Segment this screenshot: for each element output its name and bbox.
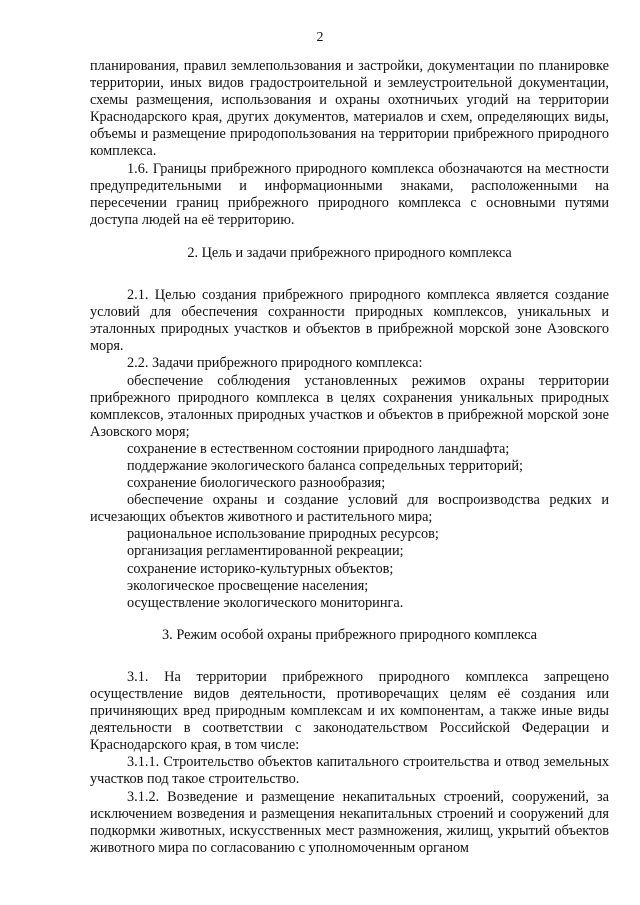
document-body (90, 58, 609, 857)
page-number: 2 (316, 30, 324, 45)
list-item: экологическое просвещение населения; (127, 577, 369, 594)
list-item: сохранение в естественном состоянии природного ландшафта; (127, 440, 510, 457)
paragraph: 3.1.2. Возведение и размещение некапитальных строений, сооружений, за исключением возведения и размещения некапитальных строений и сооружений для подкормки животных, искусственных мест размножения, жилищ, укрытий объектов животного мира по согласованию с уполномоченным органом (90, 788, 609, 856)
paragraph: 2.2. Задачи прибрежного природного комплекса: (127, 355, 423, 372)
list-item: организация регламентированной рекреации; (127, 543, 404, 560)
list-item: поддержание экологического баланса сопредельных территорий; (127, 457, 524, 474)
list-item: рациональное использование природных ресурсов; (127, 526, 439, 543)
paragraph: 3.1.1. Строительство объектов капитального строительства и отвод земельных участков под такое строительство. (90, 754, 609, 788)
list-item: осуществление экологического мониторинга. (127, 594, 404, 611)
list-item: обеспечение охраны и создание условий для воспроизводства редких и исчезающих объектов животного и растительного мира; (90, 492, 609, 526)
section-heading: 3. Режим особой охраны прибрежного природного комплекса (162, 626, 537, 643)
section-heading: 2. Цель и задачи прибрежного природного комплекса (187, 244, 512, 261)
list-item: сохранение биологического разнообразия; (127, 475, 386, 492)
paragraph: 1.6. Границы прибрежного природного комплекса обозначаются на местности предупредительными и информационными знаками, расположенными на пересечении границ прибрежного природного комплекса с основными путями доступа людей на её территорию. (90, 160, 609, 228)
paragraph: 2.1. Целью создания прибрежного природного комплекса является создание условий для обеспечения сохранности природных комплексов, уникальных и эталонных природных участков и объектов в прибрежной морской зоне Азовского моря. (90, 287, 609, 355)
list-item: сохранение историко-культурных объектов; (127, 560, 394, 577)
paragraph: 3.1. На территории прибрежного природного комплекса запрещено осуществление видов деятельности, противоречащих целям её создания или причиняющих вред природным комплексам и их компонентам, а также иные виды деятельности в соответствии с законодательством Российской Федерации и Краснодарского края, в том числе: (90, 668, 609, 754)
list-item: обеспечение соблюдения установленных режимов охраны территории прибрежного природного комплекса в целях сохранения уникальных природных комплексов, эталонных природных участков и объектов в прибрежной морской зоне Азовского моря; (90, 372, 609, 440)
paragraph: планирования, правил землепользования и застройки, документации по планировке территории, иных видов градостроительной и землеустроительной документации, схемы размещения, использования и охраны охотничьих угодий на территории Краснодарского края, других документов, материалов и схем, определяющих виды, объемы и размещение природопользования на территории прибрежного природного комплекса. (90, 58, 609, 160)
